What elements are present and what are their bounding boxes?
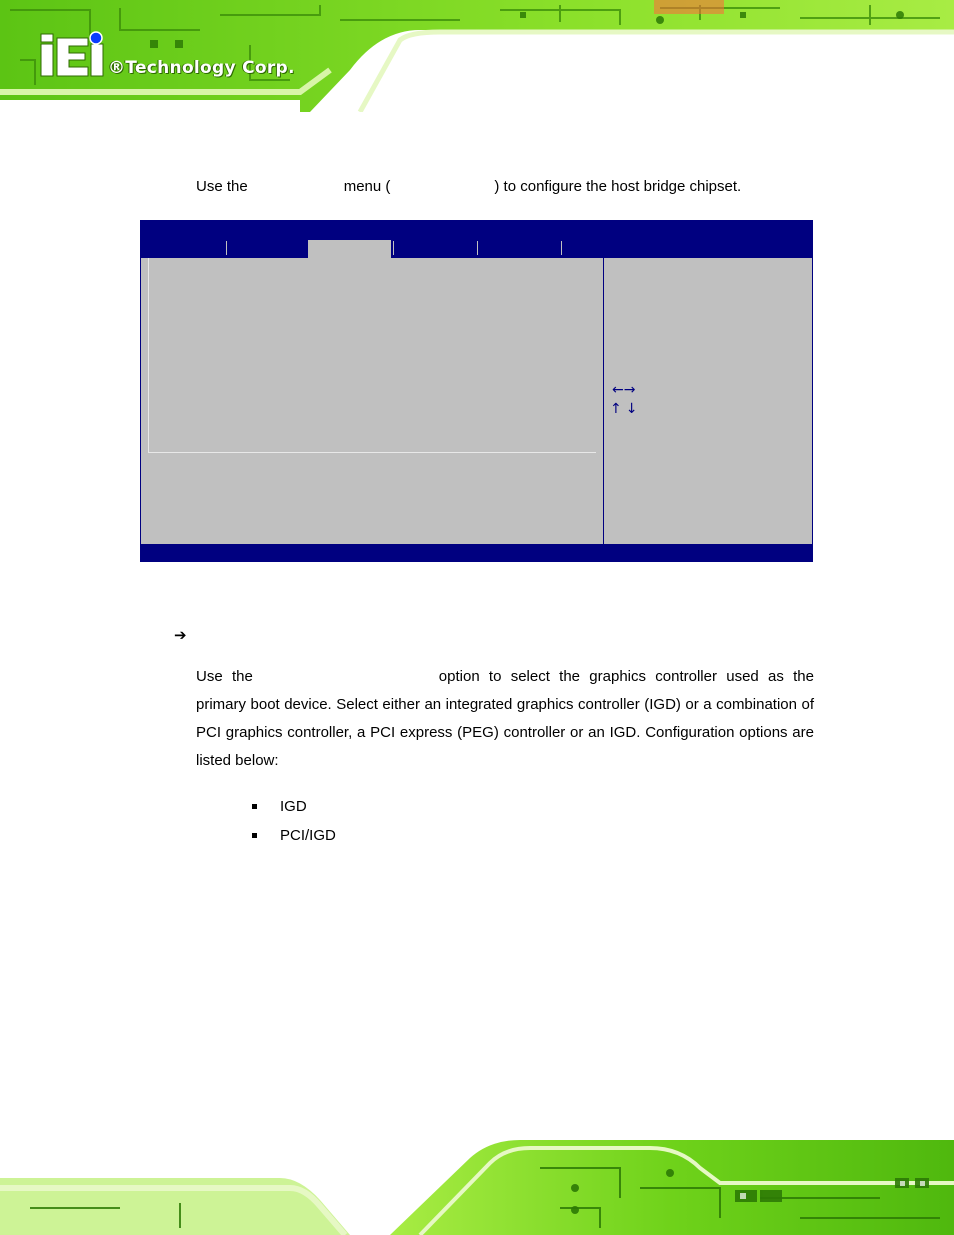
bios-active-tab[interactable]: [308, 240, 391, 258]
bios-title-bar: [141, 221, 812, 239]
option-desc-part2: option to select the graphics controller used as the primary boot device. Select either an integrated graphics controller (IGD) or a combination of PCI graphics controller, a PCI express (PEG) controller or an IGD. Configuration options are listed below:: [196, 668, 814, 769]
bios-settings-pane: [141, 258, 603, 544]
bios-help-pane: [604, 258, 812, 544]
tab-separator: [561, 241, 562, 255]
iei-logo: [41, 32, 103, 76]
list-item: [252, 796, 336, 825]
option-description: [196, 663, 814, 775]
footer-banner: [0, 1128, 954, 1235]
bios-menu-tabs: [141, 239, 812, 258]
option-value: PCI/IGD: [280, 827, 336, 844]
up-down-arrows-icon: ↑↓: [610, 401, 642, 417]
bios-settings-box: [148, 258, 596, 453]
tab-separator: [226, 241, 227, 255]
logo-text: ®Technology Corp.: [108, 58, 295, 78]
option-value: IGD: [280, 798, 307, 815]
intro-text-part1: Use the: [196, 178, 248, 195]
option-desc-part1: Use the: [196, 668, 253, 685]
bios-screen: [140, 220, 813, 562]
header-banner: [0, 0, 954, 112]
option-values-list: [252, 796, 336, 854]
intro-text-part2: menu (: [343, 178, 391, 195]
bios-status-bar: [141, 544, 812, 561]
bullet-icon: [252, 833, 257, 838]
tab-separator: [477, 241, 478, 255]
tab-separator: [393, 241, 394, 255]
option-arrow-icon: ➔: [174, 626, 187, 644]
circuit-board-header-graphic: [0, 0, 954, 112]
bullet-icon: [252, 804, 257, 809]
list-item: [252, 825, 336, 854]
circuit-board-footer-graphic: [0, 1128, 954, 1235]
intro-text-part3: ) to configure the host bridge chipset.: [494, 178, 742, 195]
left-right-arrows-icon: ←→: [612, 382, 636, 398]
intro-sentence: [196, 178, 816, 196]
